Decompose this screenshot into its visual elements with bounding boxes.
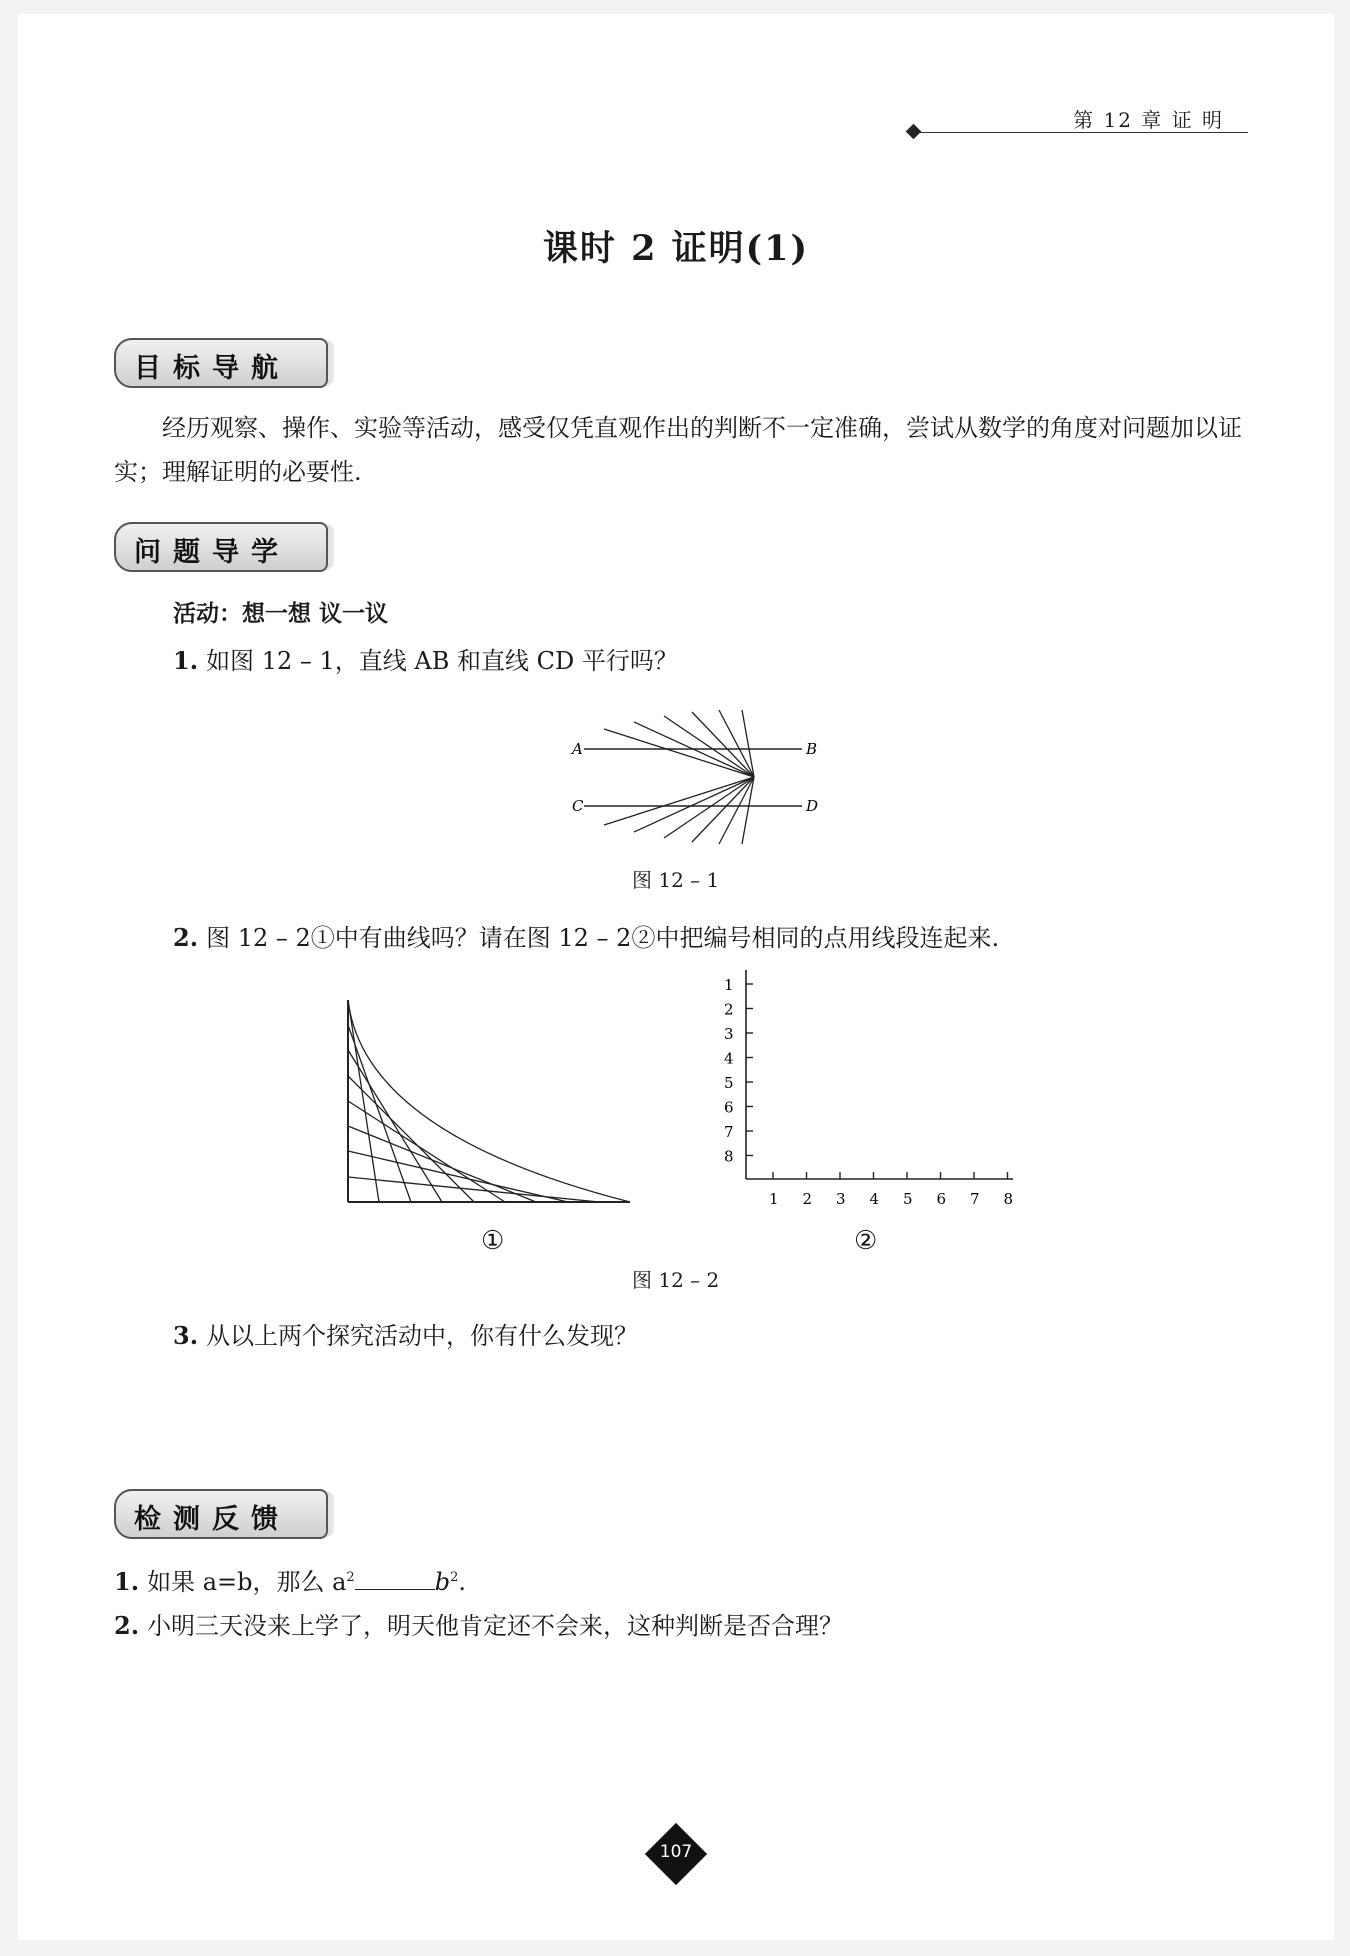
y-tick-label: 2 xyxy=(724,1000,734,1019)
figure-12-2-part1 xyxy=(338,984,638,1224)
question-1 xyxy=(173,639,678,683)
y-tick-label: 6 xyxy=(724,1098,734,1117)
feedback-1-answer-blank[interactable] xyxy=(355,1569,435,1590)
question-2-number: 2. xyxy=(173,923,199,952)
figure-12-1 xyxy=(554,704,824,854)
y-tick-label: 5 xyxy=(724,1074,734,1092)
figure-12-2-caption: 图 12 – 2 xyxy=(632,1268,720,1292)
chapter-header: 第 12 章 证 明 xyxy=(1073,108,1224,132)
feedback-1-sup-b: 2 xyxy=(450,1570,459,1585)
label-c: C xyxy=(572,797,584,815)
y-tick-label: 7 xyxy=(724,1123,734,1141)
part2-x-ticks xyxy=(769,1172,1013,1208)
envelope-curve xyxy=(348,1000,630,1202)
label-a: A xyxy=(572,740,583,758)
section-label-goal: 目标导航 xyxy=(134,353,290,384)
question-1-text: 如图 12 – 1，直线 AB 和直线 CD 平行吗？ xyxy=(206,647,678,675)
y-tick-label: 1 xyxy=(724,976,734,994)
x-tick-label: 2 xyxy=(802,1190,813,1208)
feedback-1-pre: 如果 a=b，那么 a xyxy=(147,1568,347,1596)
question-3-text: 从以上两个探究活动中，你有什么发现？ xyxy=(206,1322,639,1350)
x-tick-label: 1 xyxy=(769,1190,779,1208)
label-d: D xyxy=(806,797,819,815)
feedback-1-number: 1. xyxy=(114,1567,140,1596)
label-b: B xyxy=(806,740,818,758)
section-label-check: 检测反馈 xyxy=(134,1504,290,1535)
x-tick-label: 8 xyxy=(1003,1190,1014,1208)
feedback-1-sup-a: 2 xyxy=(346,1570,355,1585)
question-3 xyxy=(173,1314,638,1358)
figure-12-2-part2-label: ② xyxy=(854,1226,878,1256)
question-2 xyxy=(173,916,999,960)
y-tick-label: 4 xyxy=(724,1049,734,1068)
x-tick-label: 4 xyxy=(869,1190,880,1208)
goal-paragraph: 经历观察、操作、实验等活动，感受仅凭直观作出的判断不一定准确，尝试从数学的角度对问题加以证实；理解证明的必要性. xyxy=(114,414,1242,486)
figure-12-2-part2 xyxy=(708,964,1028,1214)
x-tick-label: 7 xyxy=(970,1190,980,1208)
x-tick-label: 5 xyxy=(903,1190,913,1208)
x-tick-label: 6 xyxy=(936,1190,947,1208)
section-tag-guide xyxy=(114,522,328,572)
envelope-lines xyxy=(348,1000,599,1202)
question-1-number: 1. xyxy=(173,646,199,675)
feedback-2 xyxy=(114,1604,843,1648)
feedback-2-number: 2. xyxy=(114,1611,140,1640)
page xyxy=(18,14,1334,1940)
question-3-number: 3. xyxy=(173,1321,199,1350)
header-rule xyxy=(918,132,1248,133)
lesson-title: 课时 2 证明(1) xyxy=(542,228,810,269)
activity-title: 活动：想一想 议一议 xyxy=(173,601,389,627)
y-tick-label: 8 xyxy=(724,1147,734,1166)
section-tag-check xyxy=(114,1489,328,1539)
question-2-text: 图 12 – 2①中有曲线吗？请在图 12 – 2②中把编号相同的点用线段连起来. xyxy=(206,924,1000,952)
feedback-1-end: . xyxy=(458,1568,466,1596)
feedback-1 xyxy=(114,1556,466,1604)
section-tag-goal xyxy=(114,338,328,388)
y-tick-label: 3 xyxy=(724,1025,734,1043)
figure-12-1-caption: 图 12 – 1 xyxy=(632,868,720,892)
feedback-1-b: b xyxy=(434,1568,451,1596)
figure-12-2-part1-label: ① xyxy=(481,1226,505,1256)
feedback-2-text: 小明三天没来上学了，明天他肯定还不会来，这种判断是否合理？ xyxy=(147,1612,844,1640)
part2-y-ticks xyxy=(724,976,753,1166)
fan-lines xyxy=(604,710,754,844)
section-label-guide: 问题导学 xyxy=(134,537,290,568)
x-tick-label: 3 xyxy=(836,1190,846,1208)
page-number: 107 xyxy=(659,1842,693,1862)
